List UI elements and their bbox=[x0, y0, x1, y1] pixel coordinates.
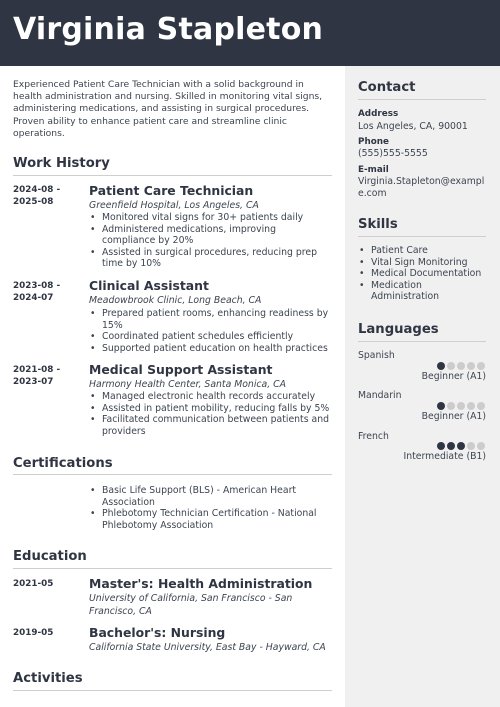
languages-heading: Languages bbox=[358, 322, 439, 337]
list-item: • Managed electronic health records accurately bbox=[89, 391, 332, 403]
language-rating bbox=[437, 402, 485, 410]
work-entry-bullets bbox=[89, 212, 332, 270]
sidebar bbox=[345, 66, 500, 707]
work-entry-title: Medical Support Assistant bbox=[89, 362, 273, 377]
education-entry-org: California State University, East Bay - Hayward, CA bbox=[89, 642, 326, 653]
certifications-divider bbox=[13, 474, 332, 475]
rating-dot-filled bbox=[437, 362, 445, 370]
rating-dot-empty bbox=[447, 362, 455, 370]
rating-dot-empty bbox=[447, 402, 455, 410]
list-item: • Medication Administration bbox=[358, 280, 492, 303]
rating-dot-empty bbox=[457, 362, 465, 370]
languages-divider bbox=[358, 341, 486, 342]
language-name: Spanish bbox=[358, 350, 395, 361]
education-entry-title: Bachelor's: Nursing bbox=[89, 625, 226, 640]
list-item: • Assisted in patient mobility, reducing falls by 5% bbox=[89, 403, 332, 415]
address-label: Address bbox=[358, 109, 399, 119]
email-label: E-mail bbox=[358, 165, 389, 175]
certifications-list bbox=[89, 485, 332, 531]
list-item: • Facilitated communication between patients and providers bbox=[89, 414, 332, 437]
summary-text: Experienced Patient Care Technician with a solid background in health administration and nursing. Skilled in monitoring vital signs, administering medications, and assisting in surgical procedures. Proven ability to enhance patient care and streamline clinic operations. bbox=[13, 79, 323, 139]
list-item: • Phlebotomy Technician Certification - National Phlebotomy Association bbox=[89, 508, 332, 531]
education-entry-date: 2021-05 bbox=[13, 579, 54, 589]
work-entry-date: 2023-08 - 2024-07 bbox=[13, 281, 61, 303]
list-item: • Patient Care bbox=[358, 245, 492, 257]
rating-dot-empty bbox=[467, 362, 475, 370]
rating-dot-filled bbox=[447, 442, 455, 450]
rating-dot-filled bbox=[437, 402, 445, 410]
list-item: • Coordinated patient schedules efficiently bbox=[89, 331, 332, 343]
activities-divider bbox=[13, 690, 332, 691]
rating-dot-empty bbox=[457, 402, 465, 410]
language-name: Mandarin bbox=[358, 390, 402, 401]
work-entry-org: Greenfield Hospital, Los Angeles, CA bbox=[89, 200, 259, 211]
work-entry-title: Patient Care Technician bbox=[89, 183, 254, 198]
work-entry-bullets bbox=[89, 308, 332, 354]
list-item: • Supported patient education on health practices bbox=[89, 343, 332, 355]
language-rating bbox=[437, 442, 485, 450]
skills-list bbox=[358, 245, 492, 303]
work-entry-org: Harmony Health Center, Santa Monica, CA bbox=[89, 379, 286, 390]
work-history-divider bbox=[13, 175, 332, 176]
work-entry-date: 2021-08 - 2023-07 bbox=[13, 365, 61, 387]
language-level: Intermediate (B1) bbox=[403, 451, 486, 462]
list-item: • Administered medications, improving compliance by 20% bbox=[89, 224, 332, 247]
rating-dot-empty bbox=[467, 442, 475, 450]
skills-heading: Skills bbox=[358, 217, 398, 232]
education-entry-date: 2019-05 bbox=[13, 628, 54, 638]
work-entry-title: Clinical Assistant bbox=[89, 278, 209, 293]
list-item: • Monitored vital signs for 30+ patients daily bbox=[89, 212, 332, 224]
work-entry-bullets bbox=[89, 391, 332, 437]
rating-dot-filled bbox=[437, 442, 445, 450]
language-level: Beginner (A1) bbox=[421, 411, 486, 422]
language-name: French bbox=[358, 431, 389, 442]
work-entry-date: 2024-08 - 2025-08 bbox=[13, 185, 61, 207]
rating-dot-empty bbox=[467, 402, 475, 410]
rating-dot-empty bbox=[477, 442, 485, 450]
phone-label: Phone bbox=[358, 137, 389, 147]
candidate-name: Virginia Stapleton bbox=[13, 12, 324, 47]
rating-dot-empty bbox=[477, 402, 485, 410]
education-entry-title: Master's: Health Administration bbox=[89, 576, 313, 591]
rating-dot-filled bbox=[457, 442, 465, 450]
contact-heading: Contact bbox=[358, 80, 416, 95]
education-heading: Education bbox=[13, 549, 87, 564]
contact-divider bbox=[358, 99, 486, 100]
list-item: • Basic Life Support (BLS) - American Heart Association bbox=[89, 485, 332, 508]
list-item: • Vital Sign Monitoring bbox=[358, 257, 492, 269]
list-item: • Medical Documentation bbox=[358, 268, 492, 280]
work-entry-org: Meadowbrook Clinic, Long Beach, CA bbox=[89, 295, 262, 306]
list-item: • Prepared patient rooms, enhancing readiness by 15% bbox=[89, 308, 332, 331]
education-divider bbox=[13, 568, 332, 569]
education-entry-org: University of California, San Francisco - San Francisco, CA bbox=[89, 593, 293, 617]
header-banner bbox=[0, 0, 500, 66]
work-history-heading: Work History bbox=[13, 156, 110, 171]
activities-heading: Activities bbox=[13, 671, 83, 686]
list-item: • Assisted in surgical procedures, reducing prep time by 10% bbox=[89, 247, 332, 270]
skills-divider bbox=[358, 236, 486, 237]
certifications-heading: Certifications bbox=[13, 456, 113, 471]
phone-value: (555)555-5555 bbox=[358, 148, 428, 159]
language-level: Beginner (A1) bbox=[421, 371, 486, 382]
email-value: Virginia.Stapleton@example.com bbox=[358, 176, 485, 200]
language-rating bbox=[437, 362, 485, 370]
address-value: Los Angeles, CA, 90001 bbox=[358, 121, 468, 132]
rating-dot-empty bbox=[477, 362, 485, 370]
